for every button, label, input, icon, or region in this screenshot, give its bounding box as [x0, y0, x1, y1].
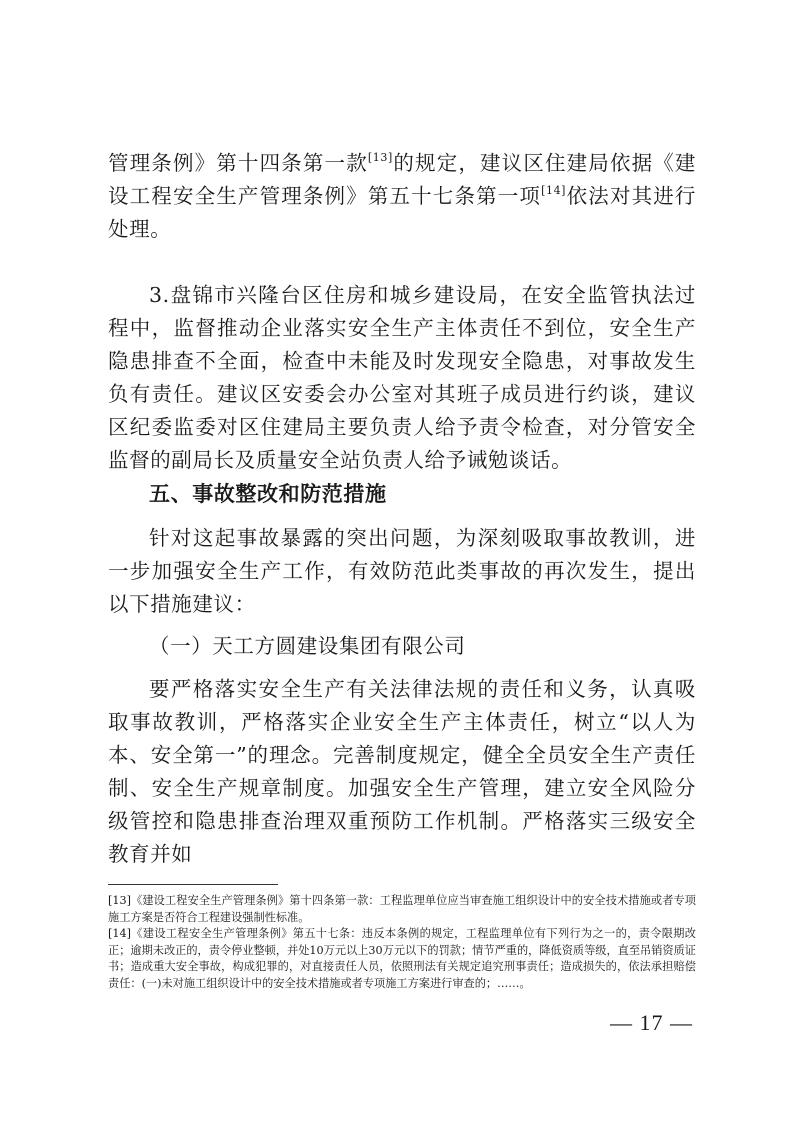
paragraph-continued: [108, 147, 696, 246]
paragraph-text: 针对这起事故暴露的突出问题，为深刻吸取事故教训，进一步加强安全生产工作，有效防范此类事故的再次发生，提出以下措施建议：: [108, 526, 696, 616]
paragraph-item-3: [108, 279, 696, 477]
paragraph-intro: [108, 522, 696, 621]
footnotes: [108, 893, 696, 992]
text-segment: 管理条例》第十四条第一款: [108, 151, 368, 175]
subsection-heading: （一）天工方圆建设集团有限公司: [149, 634, 466, 658]
text-segment: 的规定，建议区住建局依据《建设工程安全生产管理条例》第五十七条第一项: [108, 151, 697, 208]
footnote-13: [13]《建设工程安全生产管理条例》第十四条第一款：工程监理单位应当审查施工组织设计中的安全技术措施或者专项施工方案是否符合工程建设强制性标准。: [108, 894, 696, 924]
footnote-14: [14]《建设工程安全生产管理条例》第五十七条：违反本条例的规定，工程监理单位有下列行为之一的，责令限期改正；逾期未改正的，责令停业整顿，并处10万元以上30万元以下的罚款；情节严重的，降低资质等级，直至吊销资质证书；造成重大安全事故，构成犯罪的，对直接责任人员，依照刑法有关规定追究刑事责任；造成损失的，依法承担赔偿责任：(一)未对施工组织设计中的安全技术措施或者专项施工方案进行审查的；……。: [108, 927, 696, 990]
section-heading: 五、事故整改和防范措施: [149, 482, 387, 506]
paragraph-text: 要严格落实安全生产有关法律法规的责任和义务，认真吸取事故教训，严格落实企业安全生产主体责任，树立“以人为本、安全第一”的理念。完善制度规定，健全全员安全生产责任制、安全生产规章制度。加强安全生产管理，建立安全风险分级管控和隐患排查治理双重预防工作机制。严格落实三级安全教育并如: [108, 677, 696, 866]
text-segment: 依法对其进行处理。: [108, 184, 697, 241]
page-number: — 17 —: [610, 1010, 693, 1035]
footnote-ref-13[interactable]: [13]: [367, 151, 393, 164]
paragraph-company: [108, 673, 696, 871]
paragraph-text: 3.盘锦市兴隆台区住房和城乡建设局，在安全监管执法过程中，监督推动企业落实安全生产主体责任不到位，安全生产隐患排查不全面，检查中未能及时发现安全隐患，对事故发生负有责任。建议区安委会办公室对其班子成员进行约谈，建议区纪委监委对区住建局主要负责人给予责令检查，对分管安全监督的副局长及质量安全站负责人给予诫勉谈话。: [108, 283, 696, 472]
footnote-ref-14[interactable]: [14]: [541, 184, 567, 197]
footnote-divider: [108, 884, 278, 885]
